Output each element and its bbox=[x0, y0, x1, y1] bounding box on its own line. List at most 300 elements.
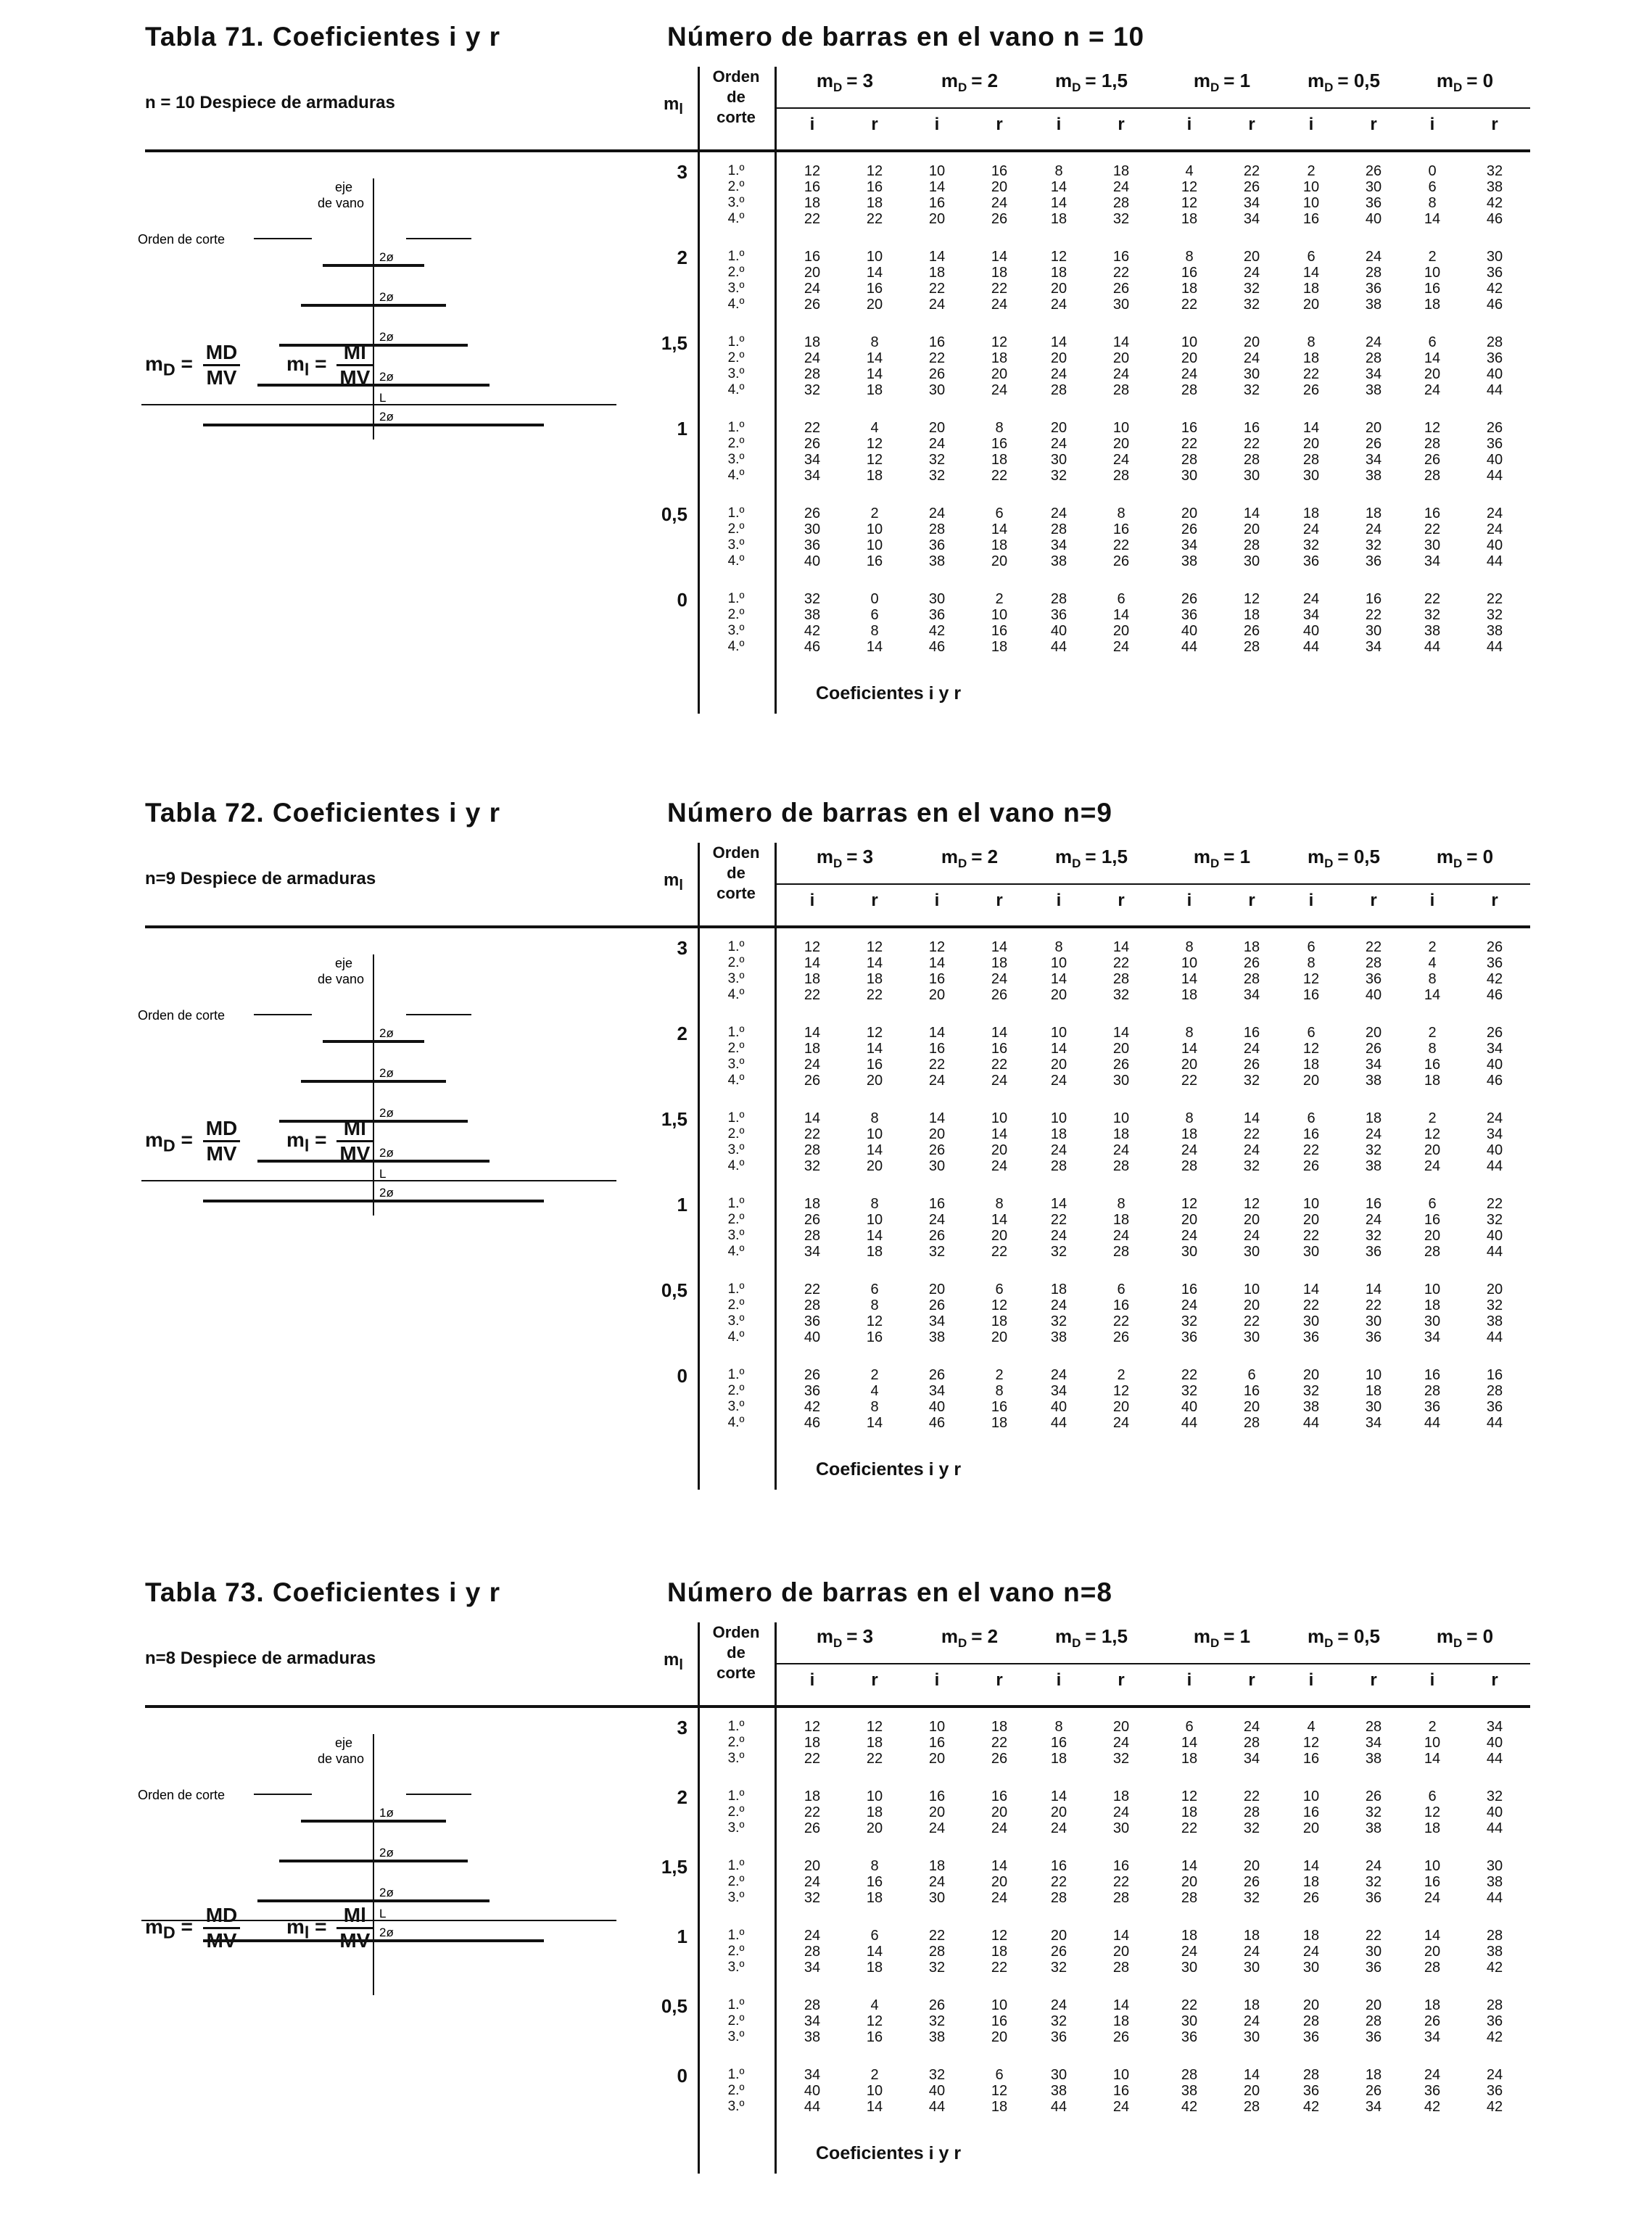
r-value-cell: 24 bbox=[1365, 1212, 1382, 1228]
i-value-cell: 32 bbox=[928, 2067, 946, 2083]
r-value-cell: 44 bbox=[1486, 1329, 1503, 1345]
r-value-cell: 28 bbox=[1486, 1997, 1503, 2013]
i-value-cell: 44 bbox=[1424, 1415, 1441, 1431]
r-value-cell: 8 bbox=[995, 1383, 1004, 1399]
r-value-cell: 34 bbox=[1365, 1415, 1382, 1431]
i-value-cell: 28 bbox=[804, 1997, 821, 2013]
order-cell: 4.º bbox=[727, 1244, 745, 1259]
r-value-cell: 22 bbox=[1365, 607, 1382, 623]
i-value-cell: 24 bbox=[928, 297, 946, 313]
i-value-cell: 24 bbox=[1050, 366, 1067, 382]
i-value-cell: 6 bbox=[1307, 249, 1316, 265]
r-value-cell: 18 bbox=[991, 265, 1008, 281]
i-value-cell: 22 bbox=[1302, 1297, 1320, 1313]
order-cell: 3.º bbox=[727, 281, 745, 296]
formula-md bbox=[145, 1117, 244, 1165]
i-value-cell: 24 bbox=[1424, 382, 1441, 398]
md-value: = 3 bbox=[846, 1625, 874, 1647]
i-value-cell: 24 bbox=[1424, 1158, 1441, 1174]
i-value-cell: 24 bbox=[1424, 1890, 1441, 1906]
r-value-cell: 28 bbox=[1243, 971, 1260, 987]
order-right-rule bbox=[775, 843, 777, 1490]
order-cell: 2.º bbox=[727, 1041, 745, 1056]
i-value-cell: 32 bbox=[928, 468, 946, 484]
r-header: r bbox=[1491, 115, 1498, 134]
order-left-rule bbox=[698, 67, 700, 714]
i-value-cell: 44 bbox=[1181, 639, 1198, 655]
i-value-cell: 28 bbox=[1424, 1960, 1441, 1976]
i-value-cell: 8 bbox=[1054, 163, 1063, 179]
order-cell: 1.º bbox=[727, 334, 745, 350]
r-value-cell: 12 bbox=[866, 1025, 883, 1041]
r-value-cell: 38 bbox=[1365, 1820, 1382, 1836]
r-value-cell: 32 bbox=[1112, 987, 1130, 1003]
i-value-cell: 14 bbox=[1302, 265, 1320, 281]
r-value-cell: 8 bbox=[1117, 1196, 1126, 1212]
r-value-cell: 38 bbox=[1486, 179, 1503, 195]
bar-label: 2ø bbox=[379, 290, 394, 304]
r-value-cell: 36 bbox=[1365, 1329, 1382, 1345]
i-value-cell: 22 bbox=[804, 1126, 821, 1142]
r-value-cell: 2 bbox=[870, 1367, 879, 1383]
r-value-cell: 30 bbox=[1243, 468, 1260, 484]
i-value-cell: 44 bbox=[1302, 639, 1320, 655]
r-header: r bbox=[1118, 1670, 1125, 1690]
i-header: i bbox=[1429, 891, 1435, 910]
r-value-cell: 10 bbox=[866, 1212, 883, 1228]
i-value-cell: 24 bbox=[1050, 1142, 1067, 1158]
r-value-cell: 40 bbox=[1486, 366, 1503, 382]
r-value-cell: 30 bbox=[1243, 366, 1260, 382]
r-value-cell: 20 bbox=[991, 553, 1008, 569]
ml-value: 0 bbox=[677, 2065, 687, 2087]
md-subscript: D bbox=[1210, 1636, 1220, 1651]
equals-sign: = bbox=[309, 1915, 333, 1938]
r-header: r bbox=[1118, 891, 1125, 910]
i-value-cell: 34 bbox=[804, 1244, 821, 1260]
r-value-cell: 24 bbox=[1112, 1142, 1130, 1158]
r-value-cell: 18 bbox=[866, 195, 883, 211]
r-value-cell: 26 bbox=[1112, 2029, 1130, 2045]
i-value-cell: 34 bbox=[804, 1960, 821, 1976]
r-header: r bbox=[871, 891, 878, 910]
fraction-denominator: MV bbox=[339, 1142, 371, 1165]
r-value-cell: 34 bbox=[1365, 1735, 1382, 1751]
r-value-cell: 26 bbox=[991, 1751, 1008, 1767]
r-value-cell: 14 bbox=[866, 955, 883, 971]
r-value-cell: 18 bbox=[991, 537, 1008, 553]
ml-value: 1 bbox=[677, 1194, 687, 1216]
i-value-cell: 26 bbox=[804, 436, 821, 452]
order-cell: 2.º bbox=[727, 1126, 745, 1142]
r-value-cell: 24 bbox=[1112, 366, 1130, 382]
r-value-cell: 18 bbox=[991, 350, 1008, 366]
r-value-cell: 30 bbox=[1112, 1073, 1130, 1089]
md-header-2 bbox=[1030, 1625, 1153, 1651]
table-right-title: Número de barras en el vano n = 10 bbox=[667, 22, 1145, 51]
table-subtitle: n=8 Despiece de armaduras bbox=[145, 1649, 376, 1668]
order-header-line: corte bbox=[716, 884, 756, 902]
md-subscript: D bbox=[957, 1636, 967, 1651]
r-value-cell: 24 bbox=[1243, 1228, 1260, 1244]
i-header: i bbox=[1186, 115, 1192, 134]
bar-label: 2ø bbox=[379, 1066, 394, 1080]
r-value-cell: 12 bbox=[866, 163, 883, 179]
order-cell: 4.º bbox=[727, 553, 745, 569]
i-value-cell: 8 bbox=[1428, 1041, 1437, 1057]
i-value-cell: 14 bbox=[928, 1025, 946, 1041]
table-footer: Coeficientes i y r bbox=[816, 1459, 962, 1480]
i-value-cell: 24 bbox=[1181, 1228, 1198, 1244]
r-value-cell: 22 bbox=[866, 1751, 883, 1767]
r-value-cell: 16 bbox=[1112, 1297, 1130, 1313]
r-value-cell: 26 bbox=[1486, 1025, 1503, 1041]
md-value: = 3 bbox=[846, 70, 874, 91]
r-value-cell: 36 bbox=[1365, 1960, 1382, 1976]
r-value-cell: 20 bbox=[1486, 1282, 1503, 1297]
order-cell: 4.º bbox=[727, 211, 745, 226]
i-value-cell: 28 bbox=[1181, 382, 1198, 398]
i-value-cell: 18 bbox=[1050, 1751, 1067, 1767]
i-value-cell: 22 bbox=[804, 1751, 821, 1767]
r-value-cell: 20 bbox=[1243, 521, 1260, 537]
i-value-cell: 24 bbox=[1302, 1944, 1320, 1960]
r-value-cell: 8 bbox=[1117, 506, 1126, 521]
r-value-cell: 40 bbox=[1486, 1057, 1503, 1073]
i-value-cell: 14 bbox=[1302, 420, 1320, 436]
r-value-cell: 32 bbox=[1243, 297, 1260, 313]
i-value-cell: 24 bbox=[1181, 1142, 1198, 1158]
i-value-cell: 44 bbox=[1050, 639, 1067, 655]
cut-order-label: Orden de corte bbox=[138, 232, 226, 247]
r-value-cell: 36 bbox=[1365, 971, 1382, 987]
order-cell: 1.º bbox=[727, 1196, 745, 1211]
i-value-cell: 36 bbox=[804, 1383, 821, 1399]
md-subscript: D bbox=[1210, 81, 1220, 95]
equals-sign: = bbox=[175, 1915, 199, 1938]
r-value-cell: 10 bbox=[1112, 420, 1130, 436]
formula-ml-symbol: m bbox=[286, 1128, 305, 1151]
md-subscript: D bbox=[1453, 81, 1463, 95]
r-value-cell: 2 bbox=[870, 506, 879, 521]
r-value-cell: 10 bbox=[1112, 2067, 1130, 2083]
r-value-cell: 2 bbox=[870, 2067, 879, 2083]
ml-value: 3 bbox=[677, 937, 687, 959]
i-value-cell: 6 bbox=[1428, 179, 1437, 195]
i-value-cell: 18 bbox=[1050, 265, 1067, 281]
i-value-cell: 18 bbox=[1302, 506, 1320, 521]
r-value-cell: 22 bbox=[1243, 1788, 1260, 1804]
r-value-cell: 20 bbox=[991, 1142, 1008, 1158]
md-subscript: D bbox=[1324, 1636, 1334, 1651]
i-value-cell: 26 bbox=[928, 1142, 946, 1158]
r-value-cell: 24 bbox=[1112, 2099, 1130, 2115]
r-value-cell: 44 bbox=[1486, 1244, 1503, 1260]
i-value-cell: 20 bbox=[1424, 1944, 1441, 1960]
i-value-cell: 22 bbox=[1181, 1820, 1198, 1836]
order-cell: 4.º bbox=[727, 1073, 745, 1088]
r-value-cell: 38 bbox=[1486, 1944, 1503, 1960]
md-value: = 1 bbox=[1223, 1625, 1251, 1647]
table-title: Tabla 73. Coeficientes i y r bbox=[145, 1577, 500, 1607]
r-value-cell: 34 bbox=[1243, 987, 1260, 1003]
i-value-cell: 28 bbox=[928, 1944, 946, 1960]
r-value-cell: 32 bbox=[1486, 1297, 1503, 1313]
i-value-cell: 26 bbox=[928, 1997, 946, 2013]
r-value-cell: 26 bbox=[991, 211, 1008, 227]
r-value-cell: 28 bbox=[1365, 265, 1382, 281]
i-value-cell: 30 bbox=[804, 521, 821, 537]
r-value-cell: 30 bbox=[1243, 2029, 1260, 2045]
r-value-cell: 34 bbox=[1243, 211, 1260, 227]
r-value-cell: 32 bbox=[1365, 1228, 1382, 1244]
i-value-cell: 16 bbox=[1302, 1751, 1320, 1767]
fraction-numerator: MD bbox=[203, 1117, 241, 1142]
i-value-cell: 16 bbox=[1424, 1212, 1441, 1228]
r-value-cell: 20 bbox=[866, 1073, 883, 1089]
md-letter: m bbox=[1308, 846, 1325, 867]
i-value-cell: 8 bbox=[1185, 939, 1194, 955]
order-cell: 4.º bbox=[727, 1158, 745, 1173]
i-value-cell: 16 bbox=[1050, 1735, 1067, 1751]
r-value-cell: 32 bbox=[1486, 1788, 1503, 1804]
table-right-title: Número de barras en el vano n=8 bbox=[667, 1577, 1112, 1607]
r-value-cell: 34 bbox=[1365, 452, 1382, 468]
i-header: i bbox=[1186, 1670, 1192, 1690]
i-value-cell: 2 bbox=[1428, 1719, 1437, 1735]
i-value-cell: 18 bbox=[928, 1858, 946, 1874]
r-value-cell: 18 bbox=[866, 468, 883, 484]
order-cell: 3.º bbox=[727, 452, 745, 467]
r-value-cell: 30 bbox=[1112, 1820, 1130, 1836]
r-value-cell: 18 bbox=[991, 1944, 1008, 1960]
r-value-cell: 30 bbox=[1243, 553, 1260, 569]
r-value-cell: 28 bbox=[1243, 639, 1260, 655]
i-value-cell: 28 bbox=[1181, 2067, 1198, 2083]
i-value-cell: 44 bbox=[1050, 2099, 1067, 2115]
order-cell: 2.º bbox=[727, 1383, 745, 1398]
r-value-cell: 16 bbox=[866, 179, 883, 195]
r-value-cell: 24 bbox=[1243, 265, 1260, 281]
ml-column-label bbox=[664, 1650, 683, 1674]
r-value-cell: 16 bbox=[1243, 1025, 1260, 1041]
i-value-cell: 32 bbox=[1181, 1383, 1198, 1399]
formula-md bbox=[145, 341, 244, 389]
r-value-cell: 16 bbox=[1365, 1196, 1382, 1212]
i-value-cell: 8 bbox=[1185, 249, 1194, 265]
i-value-cell: 30 bbox=[1050, 2067, 1067, 2083]
i-value-cell: 32 bbox=[1302, 537, 1320, 553]
r-value-cell: 14 bbox=[991, 249, 1008, 265]
r-value-cell: 4 bbox=[870, 1383, 879, 1399]
r-value-cell: 42 bbox=[1486, 1960, 1503, 1976]
header-rule bbox=[145, 1705, 1530, 1708]
i-value-cell: 18 bbox=[1302, 281, 1320, 297]
i-value-cell: 18 bbox=[1302, 350, 1320, 366]
i-value-cell: 24 bbox=[804, 1874, 821, 1890]
r-value-cell: 44 bbox=[1486, 1820, 1503, 1836]
md-value: = 0 bbox=[1466, 70, 1494, 91]
i-value-cell: 38 bbox=[1424, 623, 1441, 639]
i-value-cell: 28 bbox=[804, 1228, 821, 1244]
r-value-cell: 34 bbox=[1243, 1751, 1260, 1767]
r-value-cell: 32 bbox=[1486, 163, 1503, 179]
r-value-cell: 18 bbox=[1112, 163, 1130, 179]
i-value-cell: 30 bbox=[1181, 468, 1198, 484]
i-value-cell: 20 bbox=[928, 420, 946, 436]
ml-value: 2 bbox=[677, 1023, 687, 1044]
i-value-cell: 20 bbox=[1050, 281, 1067, 297]
i-value-cell: 22 bbox=[928, 281, 946, 297]
i-value-cell: 24 bbox=[928, 436, 946, 452]
md-header-0 bbox=[783, 70, 906, 95]
md-letter: m bbox=[941, 70, 958, 91]
r-header: r bbox=[1370, 1670, 1377, 1690]
table-footer: Coeficientes i y r bbox=[816, 2143, 962, 2163]
r-value-cell: 36 bbox=[1365, 195, 1382, 211]
r-value-cell: 24 bbox=[1365, 1126, 1382, 1142]
i-value-cell: 16 bbox=[928, 1041, 946, 1057]
table-section-72 bbox=[0, 798, 1652, 1538]
r-value-cell: 34 bbox=[1243, 195, 1260, 211]
r-value-cell: 20 bbox=[1112, 1719, 1130, 1735]
i-value-cell: 22 bbox=[1181, 1367, 1198, 1383]
md-subscript: D bbox=[833, 81, 843, 95]
r-value-cell: 24 bbox=[1243, 350, 1260, 366]
i-value-cell: 30 bbox=[928, 591, 946, 607]
i-value-cell: 22 bbox=[1050, 1212, 1067, 1228]
i-value-cell: 16 bbox=[1424, 506, 1441, 521]
order-cell: 2.º bbox=[727, 607, 745, 622]
r-header: r bbox=[871, 1670, 878, 1690]
r-value-cell: 32 bbox=[1243, 1073, 1260, 1089]
bar-label: 2ø bbox=[379, 1106, 394, 1120]
ml-value: 3 bbox=[677, 161, 687, 183]
i-value-cell: 18 bbox=[1424, 1073, 1441, 1089]
r-value-cell: 32 bbox=[1112, 1751, 1130, 1767]
i-value-cell: 14 bbox=[928, 249, 946, 265]
r-value-cell: 18 bbox=[1112, 1788, 1130, 1804]
i-value-cell: 8 bbox=[1054, 1719, 1063, 1735]
bar-label: 2ø bbox=[379, 410, 394, 424]
bar-label: 2ø bbox=[379, 1846, 394, 1860]
r-value-cell: 12 bbox=[866, 452, 883, 468]
cut-order-label: Orden de corte bbox=[138, 1008, 226, 1023]
r-value-cell: 20 bbox=[991, 1804, 1008, 1820]
i-value-cell: 24 bbox=[928, 1212, 946, 1228]
md-subscript: D bbox=[1210, 857, 1220, 871]
i-value-cell: 24 bbox=[1050, 1997, 1067, 2013]
r-value-cell: 28 bbox=[1365, 2013, 1382, 2029]
i-value-cell: 38 bbox=[1181, 553, 1198, 569]
i-value-cell: 30 bbox=[1050, 452, 1067, 468]
formula-md-symbol: m bbox=[145, 1128, 163, 1151]
r-value-cell: 38 bbox=[1365, 1751, 1382, 1767]
i-value-cell: 32 bbox=[928, 452, 946, 468]
i-value-cell: 30 bbox=[1181, 2013, 1198, 2029]
i-value-cell: 42 bbox=[1302, 2099, 1320, 2115]
r-value-cell: 28 bbox=[1365, 1719, 1382, 1735]
r-value-cell: 20 bbox=[866, 1158, 883, 1174]
r-value-cell: 10 bbox=[866, 537, 883, 553]
order-header bbox=[698, 843, 775, 904]
r-value-cell: 10 bbox=[991, 1997, 1008, 2013]
i-value-cell: 18 bbox=[804, 334, 821, 350]
md-value: = 1 bbox=[1223, 70, 1251, 91]
i-value-cell: 12 bbox=[1424, 1126, 1441, 1142]
r-value-cell: 18 bbox=[991, 955, 1008, 971]
i-value-cell: 12 bbox=[804, 1719, 821, 1735]
i-value-cell: 10 bbox=[1424, 1858, 1441, 1874]
ml-value: 2 bbox=[677, 1786, 687, 1808]
i-value-cell: 28 bbox=[1050, 591, 1067, 607]
order-cell: 1.º bbox=[727, 1928, 745, 1943]
md-value: = 2 bbox=[971, 846, 999, 867]
r-value-cell: 28 bbox=[1243, 2099, 1260, 2115]
r-value-cell: 6 bbox=[995, 2067, 1004, 2083]
i-value-cell: 20 bbox=[1424, 1228, 1441, 1244]
r-header: r bbox=[1370, 115, 1377, 134]
i-header: i bbox=[809, 115, 815, 134]
r-value-cell: 20 bbox=[1365, 1025, 1382, 1041]
rebar-diagram bbox=[131, 164, 624, 440]
i-value-cell: 14 bbox=[1050, 1041, 1067, 1057]
r-value-cell: 28 bbox=[1486, 334, 1503, 350]
order-header bbox=[698, 67, 775, 128]
r-value-cell: 14 bbox=[991, 1126, 1008, 1142]
order-header-line: Orden bbox=[712, 1623, 760, 1641]
axis-label: eje bbox=[335, 180, 353, 194]
i-value-cell: 12 bbox=[1424, 1804, 1441, 1820]
i-value-cell: 18 bbox=[1181, 281, 1198, 297]
r-value-cell: 16 bbox=[991, 436, 1008, 452]
r-value-cell: 22 bbox=[1112, 537, 1130, 553]
r-value-cell: 22 bbox=[1243, 163, 1260, 179]
i-value-cell: 24 bbox=[804, 281, 821, 297]
formula-ml-symbol: m bbox=[286, 352, 305, 375]
r-value-cell: 22 bbox=[866, 987, 883, 1003]
md-subscript: D bbox=[1072, 1636, 1081, 1651]
md-value: = 1,5 bbox=[1085, 846, 1128, 867]
i-value-cell: 16 bbox=[928, 334, 946, 350]
i-value-cell: 16 bbox=[928, 1196, 946, 1212]
i-value-cell: 24 bbox=[1050, 1297, 1067, 1313]
r-value-cell: 20 bbox=[1243, 249, 1260, 265]
r-value-cell: 20 bbox=[1365, 1997, 1382, 2013]
r-value-cell: 32 bbox=[1486, 607, 1503, 623]
i-value-cell: 26 bbox=[804, 1073, 821, 1089]
bar-label: 1ø bbox=[379, 1806, 394, 1820]
md-letter: m bbox=[1436, 1625, 1453, 1647]
i-value-cell: 14 bbox=[804, 1110, 821, 1126]
i-value-cell: 32 bbox=[1050, 1313, 1067, 1329]
r-value-cell: 26 bbox=[1365, 1788, 1382, 1804]
md-header-3 bbox=[1160, 1625, 1284, 1651]
i-value-cell: 2 bbox=[1428, 249, 1437, 265]
span-label: L bbox=[379, 391, 387, 405]
i-value-cell: 22 bbox=[1302, 1142, 1320, 1158]
i-value-cell: 28 bbox=[1181, 452, 1198, 468]
r-value-cell: 22 bbox=[1365, 939, 1382, 955]
r-value-cell: 24 bbox=[1486, 521, 1503, 537]
r-value-cell: 24 bbox=[1243, 1944, 1260, 1960]
i-value-cell: 32 bbox=[1050, 468, 1067, 484]
r-value-cell: 22 bbox=[991, 1960, 1008, 1976]
r-value-cell: 18 bbox=[991, 452, 1008, 468]
i-value-cell: 4 bbox=[1185, 163, 1194, 179]
r-value-cell: 6 bbox=[870, 1928, 879, 1944]
r-value-cell: 4 bbox=[870, 420, 879, 436]
